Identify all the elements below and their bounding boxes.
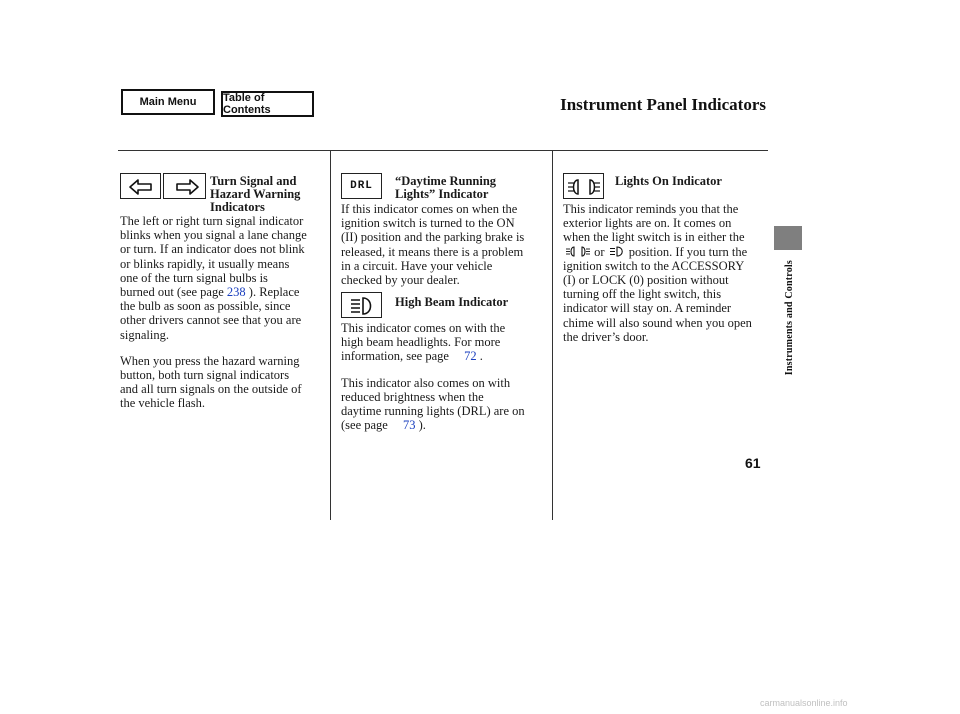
page-link-72[interactable]: 72 xyxy=(464,349,477,364)
high-beam-body xyxy=(341,321,549,444)
page-link-73[interactable]: 73 xyxy=(402,418,416,433)
section-title: Instrument Panel Indicators xyxy=(560,95,766,114)
main-menu-button[interactable]: Main Menu xyxy=(121,89,215,115)
parking-light-position-icon xyxy=(565,246,591,257)
right-turn-signal-indicator-icon xyxy=(163,173,206,199)
header-rule xyxy=(118,150,768,151)
chapter-tab-marker xyxy=(774,226,802,250)
high-beam-paragraph-1: This indicator comes on with the high beam headlights. For more information, see page 72 . xyxy=(341,321,506,364)
drl-indicator-icon: DRL xyxy=(341,173,382,199)
high-beam-paragraph-2: This indicator also comes on with reduced brightness when the daytime running lights (DRL) are on (see page 73 ). xyxy=(341,375,525,433)
drl-heading: “Daytime Running Lights” Indicator xyxy=(395,174,497,201)
turn-signal-paragraph-2: When you press the hazard warning button, both turn signal indicators and all turn signals on the outside of the vehicle flash. xyxy=(120,353,302,411)
left-turn-signal-indicator-icon xyxy=(120,173,161,199)
high-beam-indicator-icon xyxy=(341,292,382,318)
column-divider-2 xyxy=(552,150,553,520)
page-number: 61 xyxy=(745,455,761,471)
table-of-contents-button[interactable]: Table of Contents xyxy=(221,91,314,117)
watermark: carmanualsonline.info xyxy=(760,698,848,708)
column-divider-1 xyxy=(330,150,331,520)
high-beam-heading: High Beam Indicator xyxy=(395,295,509,309)
headlight-position-icon xyxy=(608,246,626,257)
turn-signal-paragraph-1: The left or right turn signal indicator blinks when you signal a lane change or turn. If an indicator does not blink or blinks rapidly, it usually means one of the turn signal bulbs is burned out (see page 238 ). Replace the bulb as soon as possible, since other drivers cannot see that you are signaling. xyxy=(120,214,307,342)
turn-signal-body xyxy=(120,214,330,423)
lights-on-indicator-icon xyxy=(563,173,604,199)
page-link-238[interactable]: 238 xyxy=(226,285,246,300)
drl-body: If this indicator comes on when the ignition switch is turned to the ON (II) position and the parking brake is released, it means there is a problem in a circuit. Have your vehicle checked by your dealer. xyxy=(341,202,525,288)
lights-on-heading: Lights On Indicator xyxy=(615,174,722,188)
lights-on-body: This indicator reminds you that the exterior lights are on. It comes on when the light switch is in either the or position. If you turn the ignition switch to the ACCESSORY (I) or LOCK (0) position without turning off the light switch, this indicator will stay on. A reminder chime will also sound when you open the driver’s door. xyxy=(563,202,752,344)
turn-signal-heading: Turn Signal and Hazard Warning Indicators xyxy=(210,174,301,214)
chapter-side-label: Instruments and Controls xyxy=(784,260,795,376)
